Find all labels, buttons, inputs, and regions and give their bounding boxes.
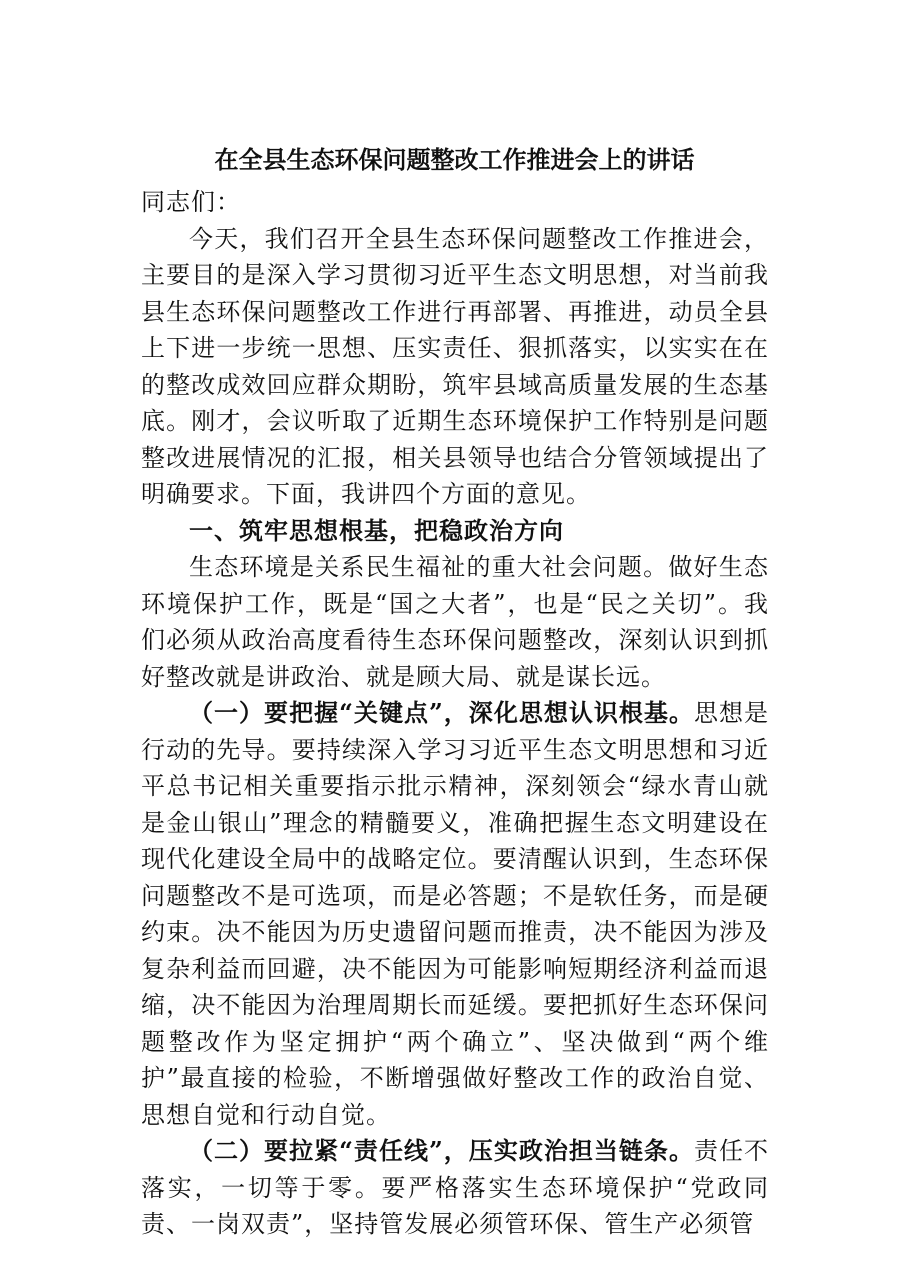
subsection-2-paragraph bbox=[141, 1133, 769, 1243]
subsection-1-heading: （一）要把握“关键点”，深化思想认识根基。 bbox=[189, 698, 694, 727]
document-body bbox=[141, 184, 769, 1243]
subsection-1-paragraph bbox=[141, 695, 769, 1133]
document-title: 在全县生态环保问题整改工作推进会上的讲话 bbox=[214, 145, 695, 174]
section-1-heading: 一、筑牢思想根基，把稳政治方向 bbox=[189, 516, 564, 545]
subsection-2-text: 责任不落实，一切等于零。要严格落实生态环境保护“党政同责、一岗双责”，坚持管发展必须管环保、管生产必须管 bbox=[141, 1137, 770, 1238]
subsection-2-heading: （二）要拉紧“责任线”，压实政治担当链条。 bbox=[189, 1136, 694, 1165]
subsection-1-text: 思想是行动的先导。要持续深入学习习近平生态文明思想和习近平总书记相关重要指示批示精神，深刻领会“绿水青山就是金山银山”理念的精髓要义，准确把握生态文明建设在现代化建设全局中的战略定位。要清醒认识到，生态环保问题整改不是可选项，而是必答题；不是软任务，而是硬约束。决不能因为历史遗留问题而推责，决不能因为涉及复杂利益而回避，决不能因为可能影响短期经济利益而退缩，决不能因为治理周期长而延缓。要把抓好生态环保问题整改作为坚定拥护“两个确立”、坚决做到“两个维护”最直接的检验，不断增强做好整改工作的政治自觉、思想自觉和行动自觉。 bbox=[141, 699, 770, 1129]
salutation: 同志们： bbox=[141, 188, 241, 216]
intro-paragraph: 今天，我们召开全县生态环保问题整改工作推进会，主要目的是深入学习贯彻习近平生态文明思想，对当前我县生态环保问题整改工作进行再部署、再推进，动员全县上下进一步统一思想、压实责任、狠抓落实，以实实在在的整改成效回应群众期盼，筑牢县域高质量发展的生态基底。刚才，会议听取了近期生态环境保护工作特别是问题整改进展情况的汇报，相关县领导也结合分管领域提出了明确要求。下面，我讲四个方面的意见。 bbox=[141, 224, 769, 508]
section-1-paragraph: 生态环境是关系民生福祉的重大社会问题。做好生态环境保护工作，既是“国之大者”，也是“民之关切”。我们必须从政治高度看待生态环保问题整改，深刻认识到抓好整改就是讲政治、就是顾大局、就是谋长远。 bbox=[141, 553, 769, 691]
